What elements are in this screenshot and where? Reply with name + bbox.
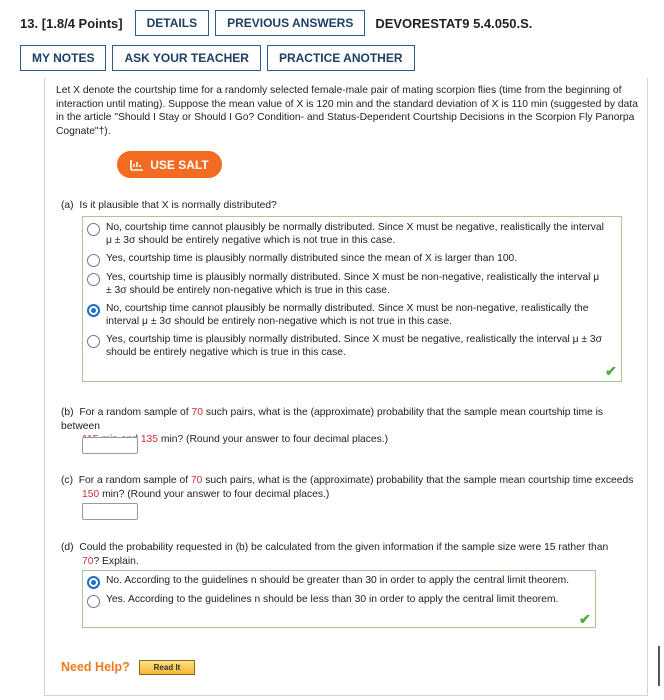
radio-button-selected[interactable]: [87, 304, 100, 317]
part-b-question: (b) For a random sample of 70 such pairs, what is the (approximate) probability that the sample mean courtship time is between 135 min? (Round your answer to four decimal places.): [61, 407, 604, 445]
ask-teacher-button[interactable]: ASK YOUR TEACHER: [112, 45, 260, 71]
correct-check-icon: ✔: [605, 363, 617, 379]
scrollbar[interactable]: [658, 646, 660, 686]
use-salt-label: USE SALT: [150, 157, 209, 172]
use-salt-button[interactable]: [117, 151, 222, 178]
part-a-option-1[interactable]: No, courtship time cannot plausibly be normally distributed. Since X must be negative, realistically the interval μ ± 3σ should be entirely negative which is not true in this case.: [87, 222, 607, 247]
part-d-option-1[interactable]: No. According to the guidelines n should be greater than 30 in order to apply the central limit theorem.: [87, 575, 587, 589]
read-it-button[interactable]: Read It: [139, 660, 195, 675]
points-label: [1.8/4 Points]: [41, 15, 123, 31]
my-notes-button[interactable]: MY NOTES: [20, 45, 106, 71]
part-a-option-4[interactable]: No, courtship time cannot plausibly be normally distributed. Since X must be non-negative, realistically the interval μ ± 3σ should be entirely non-negative which is not true in this case.: [87, 303, 607, 328]
question-intro: Let X denote the courtship time for a randomly selected female-male pair of mating scorpion flies (time from the beginning of interaction until mating). Suppose the mean value of X is 120 min and the standard deviation of X is 110 min (suggested by data in the article "Should I Stay or Should I Go? Condition- and Status-Dependent Courtship Decisions in the Scorpion Fly Panorpa Cognate"†).: [56, 85, 638, 137]
threshold-value: 150: [82, 488, 100, 500]
salt-icon: [130, 159, 144, 171]
part-a-options: [82, 216, 622, 382]
previous-answers-button[interactable]: PREVIOUS ANSWERS: [215, 10, 365, 36]
details-button[interactable]: DETAILS: [135, 10, 209, 36]
radio-button[interactable]: [87, 254, 100, 267]
part-c-answer-input[interactable]: [82, 503, 138, 520]
radio-button[interactable]: [87, 223, 100, 236]
part-a-option-2[interactable]: Yes, courtship time is plausibly normally distributed since the mean of X is larger than 100.: [87, 253, 607, 267]
question-number: 13. [1.8/4 Points]: [20, 15, 123, 31]
part-d-option-2[interactable]: Yes. According to the guidelines n should be less than 30 in order to apply the central limit theorem.: [87, 594, 587, 608]
practice-another-button[interactable]: PRACTICE ANOTHER: [267, 45, 415, 71]
course-code: DEVORESTAT9 5.4.050.S.: [375, 15, 533, 31]
part-b-answer-input[interactable]: [82, 437, 138, 454]
radio-button[interactable]: [87, 595, 100, 608]
question-header: [20, 10, 532, 36]
sample-size-value: 70: [190, 475, 203, 486]
radio-button[interactable]: [87, 273, 100, 286]
part-d-question: (d) Could the probability requested in (b) be calculated from the given information if the sample size were 15 rather than 70? Explain.: [61, 542, 609, 567]
part-a-option-5[interactable]: Yes, courtship time is plausibly normally distributed. Since X must be negative, realistically the interval μ ± 3σ should be entirely negative which is true in this case.: [87, 334, 607, 359]
correct-check-icon: ✔: [579, 611, 591, 627]
part-a-question: (a) Is it plausible that X is normally distributed?: [61, 200, 277, 211]
part-a-option-3[interactable]: Yes, courtship time is plausibly normally distributed. Since X must be non-negative, realistically the interval μ ± 3σ should be entirely non-negative which is true in this case.: [87, 272, 607, 297]
question-actions: [20, 45, 421, 71]
upper-bound-value: 135: [140, 434, 158, 445]
radio-button-selected[interactable]: [87, 576, 100, 589]
sample-size-value: 70: [191, 407, 203, 418]
radio-button[interactable]: [87, 335, 100, 348]
part-c-question: (c) For a random sample of 70 such pairs, what is the (approximate) probability that the sample mean courtship time exceeds 150 min? (Round your answer to four decimal places.): [61, 475, 634, 500]
need-help-label: Need Help?: [61, 660, 130, 674]
part-d-options: [82, 570, 596, 628]
sample-size-value: 70: [82, 555, 94, 567]
